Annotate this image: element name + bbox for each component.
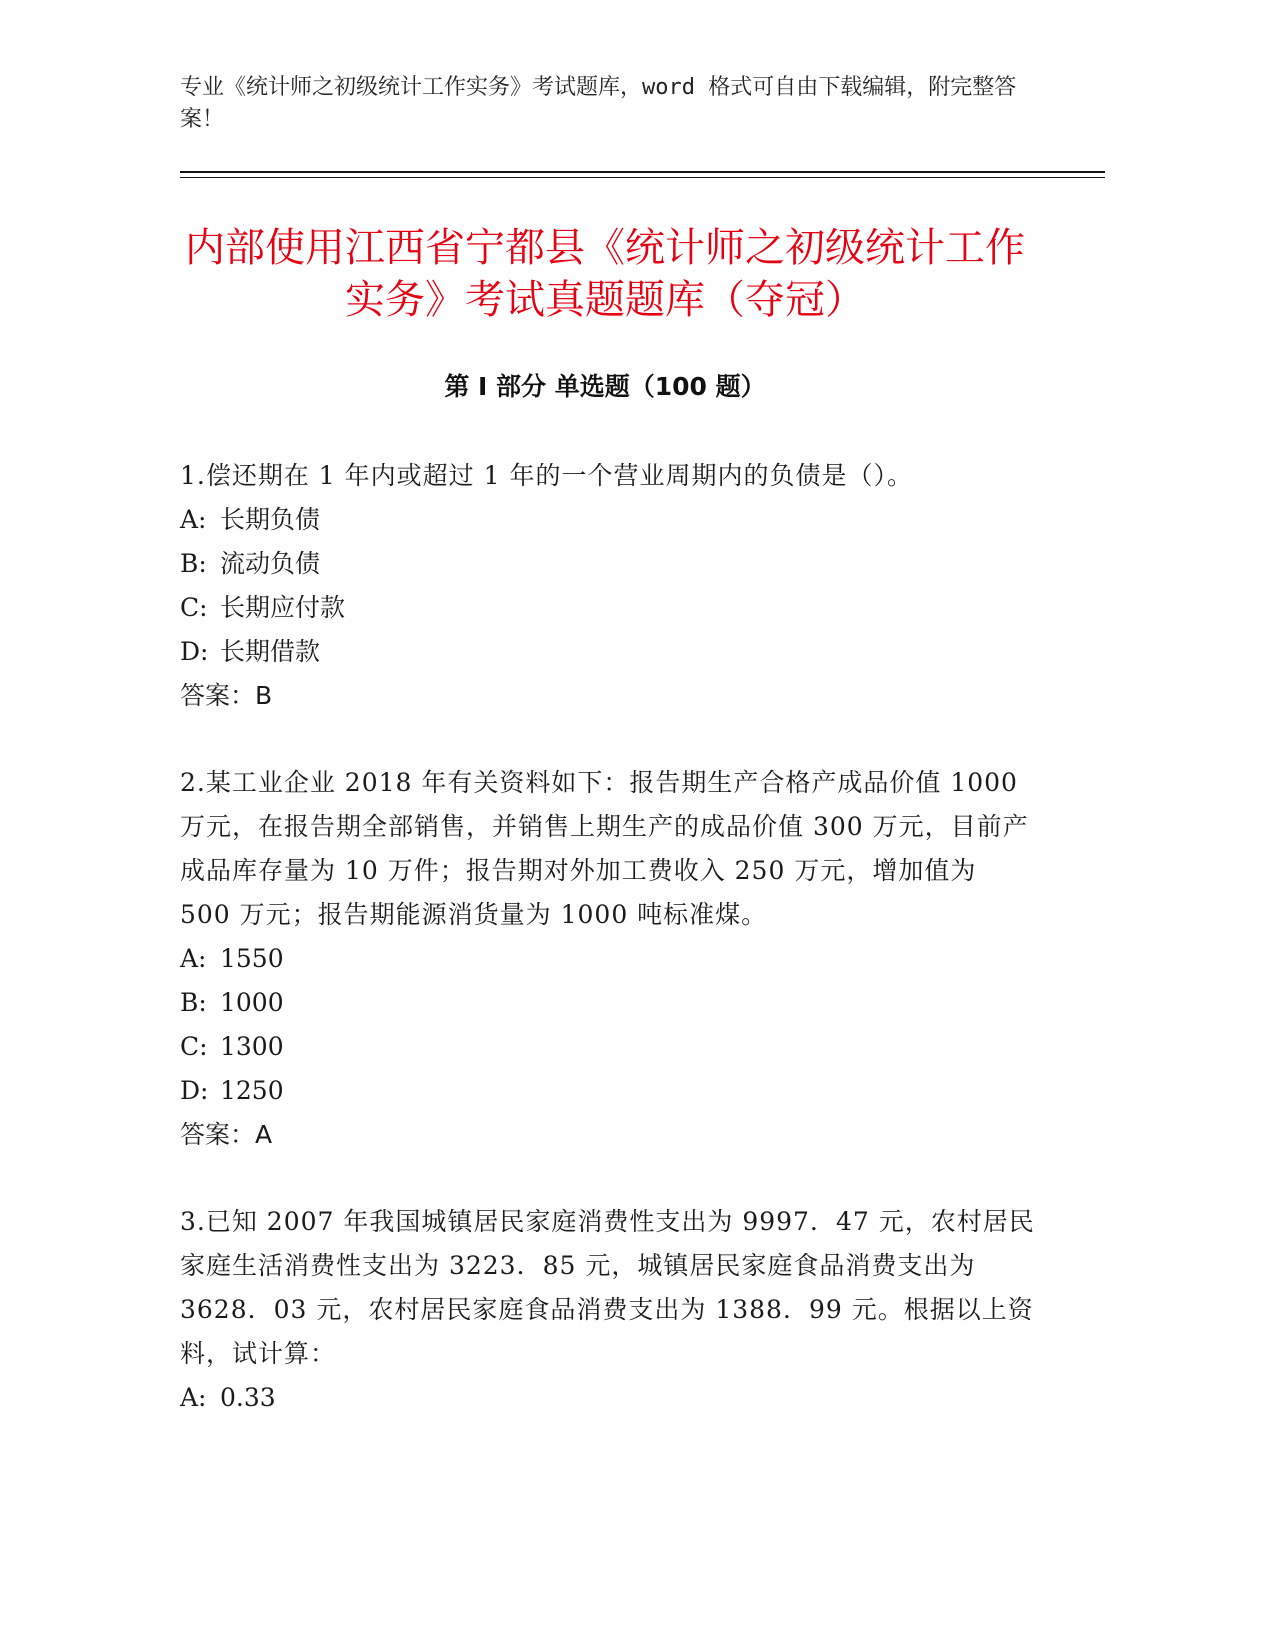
question-3 — [180, 1200, 1035, 1420]
document-title: 内部使用江西省宁都县《统计师之初级统计工作实务》考试真题题库（夺冠） — [185, 225, 1025, 323]
option-d — [180, 630, 1035, 674]
answer-line: 答案：A — [180, 1120, 273, 1149]
option-a — [180, 937, 1035, 981]
option-a — [180, 498, 1035, 542]
option-key: A: — [180, 944, 207, 973]
option-key: A: — [180, 505, 207, 534]
header-note: 专业《统计师之初级统计工作实务》考试题库，word 格式可自由下载编辑，附完整答案！ — [180, 75, 1017, 132]
option-key: C: — [180, 593, 208, 622]
option-a — [180, 1376, 1035, 1420]
option-c — [180, 1025, 1035, 1069]
header-divider-thin — [180, 177, 1105, 178]
option-text: 1250 — [220, 1076, 284, 1105]
option-key: B: — [180, 988, 207, 1017]
question-1 — [180, 454, 1035, 718]
option-key: B: — [180, 549, 207, 578]
option-key: D: — [180, 637, 209, 666]
answer-line: 答案：B — [180, 681, 273, 710]
option-key: D: — [180, 1076, 209, 1105]
option-text: 长期应付款 — [220, 593, 346, 622]
option-text: 1000 — [220, 988, 284, 1017]
question-text: 1.偿还期在 1 年内或超过 1 年的一个营业周期内的负债是（）。 — [180, 461, 913, 490]
option-text: 1550 — [220, 944, 284, 973]
option-b — [180, 981, 1035, 1025]
question-text: 2.某工业企业 2018 年有关资料如下：报告期生产合格产成品价值 1000 万元，在报告期全部销售，并销售上期生产的成品价值 300 万元，目前产成品库存量为 10 万件；报告期对外加工费收入 250 万元，增加值为 500 万元；报告期能源消货量为 1000 吨标准煤。 — [180, 768, 1029, 929]
option-key: C: — [180, 1032, 208, 1061]
option-b — [180, 542, 1035, 586]
option-text: 1300 — [220, 1032, 284, 1061]
option-d — [180, 1069, 1035, 1113]
question-text: 3.已知 2007 年我国城镇居民家庭消费性支出为 9997．47 元，农村居民家庭生活消费性支出为 3223．85 元，城镇居民家庭食品消费支出为 3628．03 元，农村居民家庭食品消费支出为 1388．99 元。根据以上资料，试计算： — [180, 1207, 1035, 1368]
header-divider-thick — [180, 171, 1105, 173]
option-key: A: — [180, 1383, 207, 1412]
option-text: 流动负债 — [220, 549, 321, 578]
option-text: 长期借款 — [220, 637, 321, 666]
question-2 — [180, 761, 1035, 1157]
option-c — [180, 586, 1035, 630]
section-title: 第 I 部分 单选题（100 题） — [444, 372, 766, 401]
option-text: 0.33 — [220, 1383, 276, 1412]
option-text: 长期负债 — [220, 505, 321, 534]
question-list — [180, 454, 1035, 1463]
